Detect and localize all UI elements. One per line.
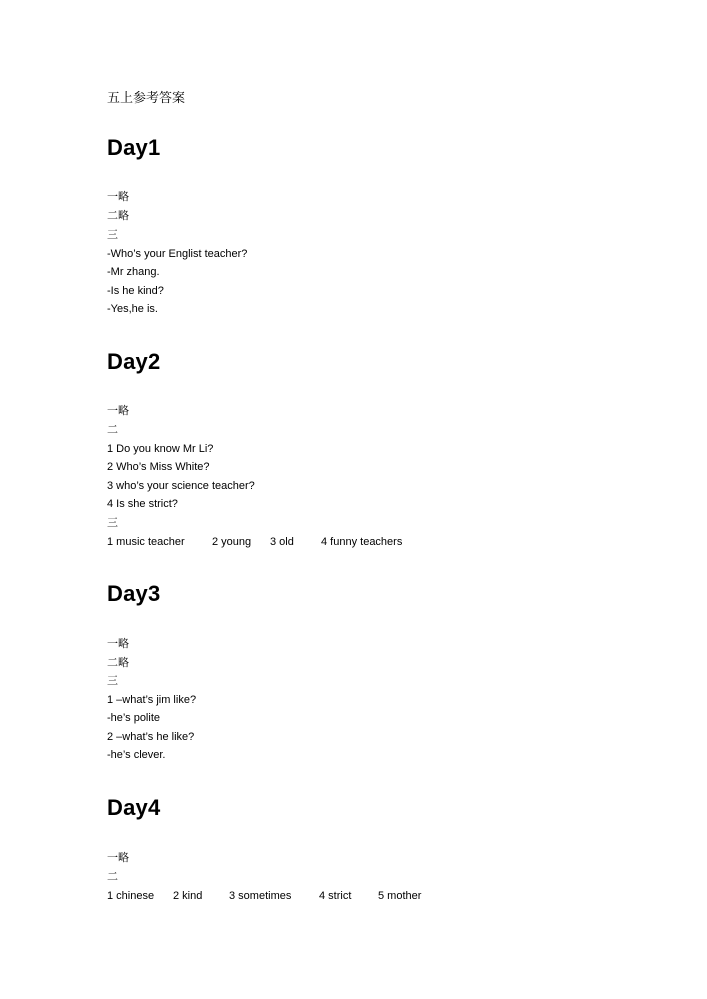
day4-line: 二 <box>107 870 118 883</box>
day3-heading: Day3 <box>107 581 161 606</box>
answer-item: 2 kind <box>173 890 203 902</box>
day3-line: -he’s polite <box>107 712 160 724</box>
day1-line: 三 <box>107 228 118 241</box>
day1-line: -Yes,he is. <box>107 303 158 315</box>
day4-line: 一略 <box>107 851 129 864</box>
day2-line: 4 Is she strict? <box>107 498 178 510</box>
day2-heading: Day2 <box>107 349 161 374</box>
day2-line: 2 Who’s Miss White? <box>107 461 210 473</box>
day3-line: -he’s clever. <box>107 749 166 761</box>
answer-item: 2 young <box>212 536 252 548</box>
page-title: 五上参考答案 <box>107 91 186 106</box>
day2-line: 1 Do you know Mr Li? <box>107 443 214 455</box>
day1-heading: Day1 <box>107 135 161 160</box>
day3-line: 一略 <box>107 637 129 650</box>
day2-line: 二 <box>107 423 118 436</box>
day2-line: 3 who’s your science teacher? <box>107 480 255 492</box>
day4-heading: Day4 <box>107 795 161 820</box>
day3-line: 2 –what’s he like? <box>107 731 195 743</box>
day3-line: 三 <box>107 674 118 687</box>
answer-item: 3 old <box>270 536 294 548</box>
answer-item: 1 chinese <box>107 890 155 902</box>
day1-line: 一略 <box>107 190 129 203</box>
day2-line: 三 <box>107 516 118 529</box>
answer-item: 4 strict <box>319 890 352 902</box>
day1-line: 二略 <box>107 209 129 222</box>
day1-line: -Who’s your Englist teacher? <box>107 248 248 260</box>
answer-item: 1 music teacher <box>107 536 185 548</box>
answer-item: 4 funny teachers <box>321 536 403 548</box>
day3-line: 二略 <box>107 656 129 669</box>
day2-line: 一略 <box>107 404 129 417</box>
day1-line: -Mr zhang. <box>107 266 160 278</box>
day3-line: 1 –what’s jim like? <box>107 694 197 706</box>
day1-line: -Is he kind? <box>107 285 164 297</box>
answer-item: 5 mother <box>378 890 422 902</box>
answer-item: 3 sometimes <box>229 890 292 902</box>
